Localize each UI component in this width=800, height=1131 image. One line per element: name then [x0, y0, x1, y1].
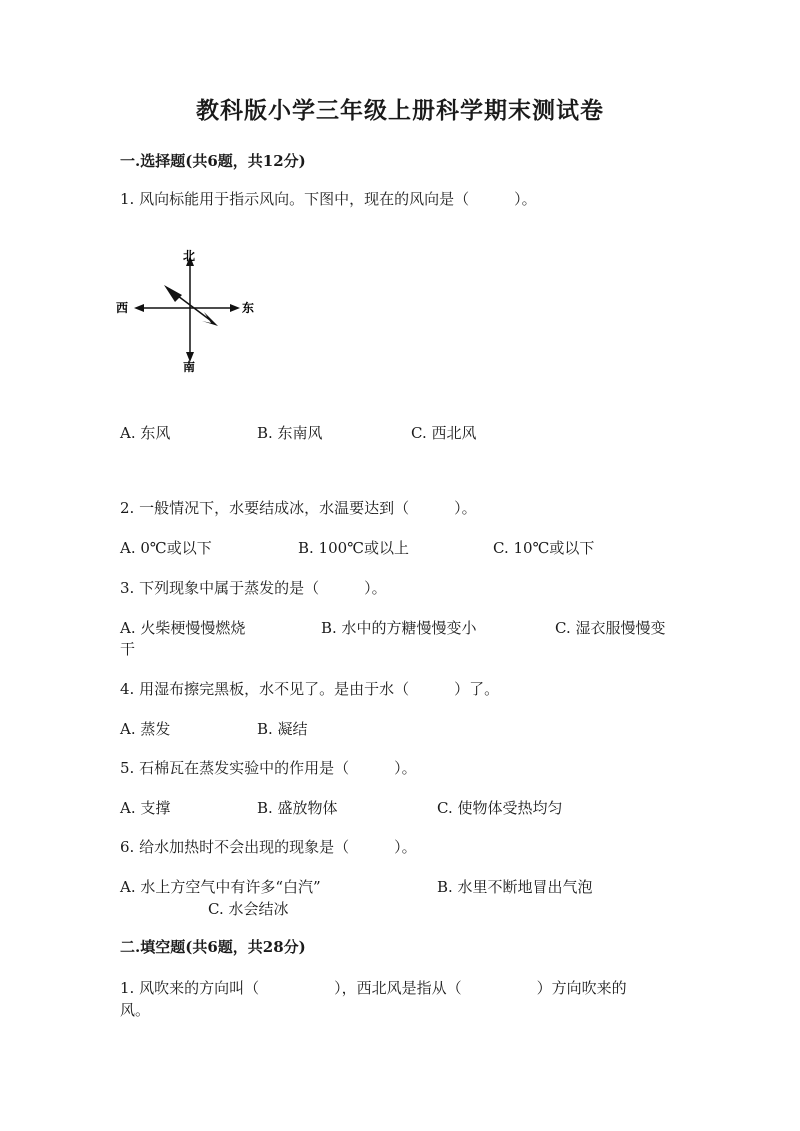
compass-west-label: 西 [116, 301, 129, 315]
q3-option-a: A. 火柴梗慢慢燃烧 [120, 619, 246, 637]
q5-option-c: C. 使物体受热均匀 [437, 799, 563, 817]
q4-option-b: B. 凝结 [257, 720, 308, 738]
question-4-stem: 4. 用湿布擦完黑板，水不见了。是由于水（ ）了。 [120, 680, 500, 698]
q1-option-c: C. 西北风 [411, 424, 477, 442]
q2-option-a: A. 0℃或以下 [120, 539, 212, 557]
wind-vane-figure [112, 244, 262, 374]
compass-south-label: 南 [183, 360, 196, 374]
fill-question-1-wrap: 风。 [120, 1001, 151, 1019]
q5-option-b: B. 盛放物体 [257, 799, 338, 817]
q3-option-c-wrap: 干 [120, 640, 136, 658]
fill-question-1-stem: 1. 风吹来的方向叫（ ），西北风是指从（ ）方向吹来的 [120, 979, 627, 997]
q6-option-c: C. 水会结冰 [208, 900, 289, 918]
compass-east-label: 东 [242, 301, 255, 315]
page-title: 教科版小学三年级上册科学期末测试卷 [196, 97, 604, 124]
q4-option-a: A. 蒸发 [120, 720, 171, 738]
q6-option-b: B. 水里不断地冒出气泡 [437, 878, 593, 896]
vane-head [202, 312, 218, 326]
q1-option-b: B. 东南风 [257, 424, 323, 442]
east-arrowhead [230, 304, 240, 312]
vane-tail [164, 285, 182, 302]
question-1-stem: 1. 风向标能用于指示风向。下图中，现在的风向是（ ）。 [120, 190, 537, 208]
question-5-stem: 5. 石棉瓦在蒸发实验中的作用是（ ）。 [120, 759, 417, 777]
q2-option-c: C. 10℃或以下 [493, 539, 595, 557]
section-heading-fill: 二.填空题(共6题，共28分) [120, 938, 306, 956]
q6-option-a: A. 水上方空气中有许多“白汽” [120, 878, 321, 896]
q5-option-a: A. 支撑 [120, 799, 171, 817]
question-3-stem: 3. 下列现象中属于蒸发的是（ ）。 [120, 579, 387, 597]
question-2-stem: 2. 一般情况下，水要结成冰，水温要达到（ ）。 [120, 499, 477, 517]
q2-option-b: B. 100℃或以上 [298, 539, 409, 557]
question-6-stem: 6. 给水加热时不会出现的现象是（ ）。 [120, 838, 417, 856]
q3-option-b: B. 水中的方糖慢慢变小 [321, 619, 477, 637]
west-arrowhead [134, 304, 144, 312]
section-heading-choice: 一.选择题(共6题，共12分) [120, 152, 306, 170]
q3-option-c: C. 湿衣服慢慢变 [555, 619, 666, 637]
compass-north-label: 北 [183, 249, 196, 263]
q1-option-a: A. 东风 [120, 424, 171, 442]
